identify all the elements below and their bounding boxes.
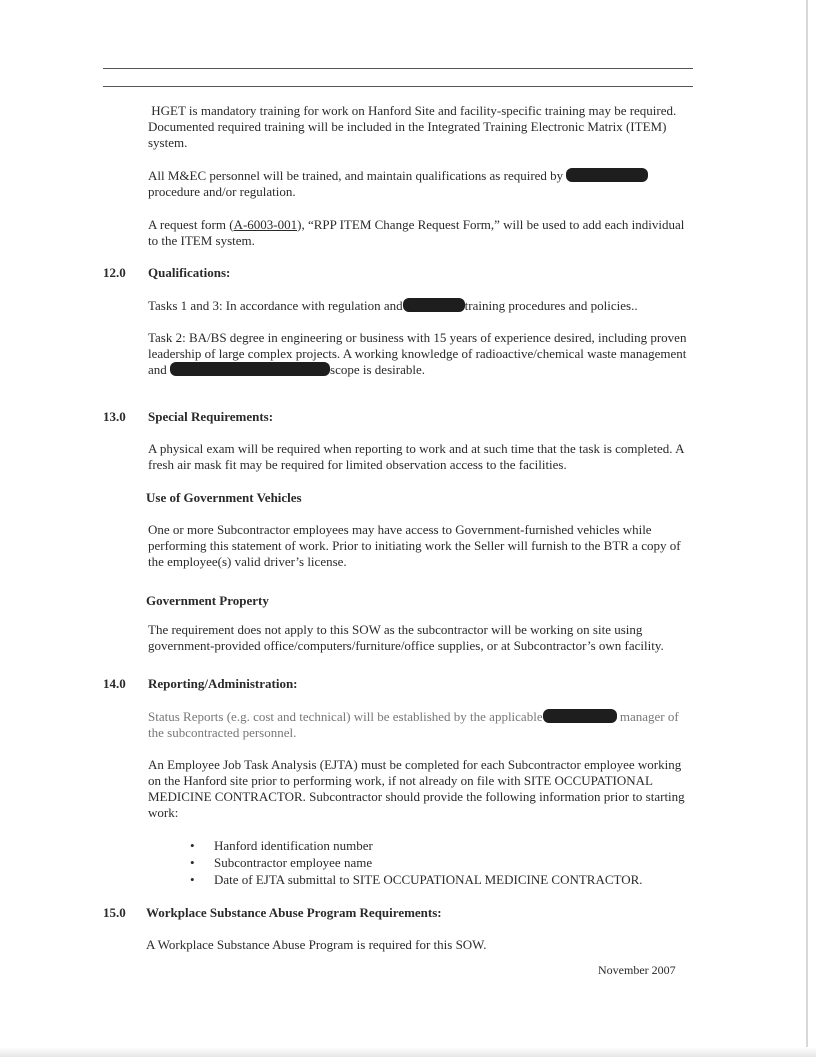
government-vehicles-heading: Use of Government Vehicles xyxy=(146,490,302,505)
section-12-title: Qualifications: xyxy=(148,265,231,280)
page-edge xyxy=(806,0,808,1057)
redaction xyxy=(170,362,330,376)
status-reports-paragraph: Status Reports (e.g. cost and technical) will be established by the applicable manager of the subcontracted personnel. xyxy=(148,709,679,740)
redaction xyxy=(403,298,465,312)
redaction xyxy=(543,709,617,723)
form-link[interactable]: A-6003-001 xyxy=(233,217,298,232)
section-15-title: Workplace Substance Abuse Program Requirements: xyxy=(146,905,442,920)
government-property-heading: Government Property xyxy=(146,593,269,608)
section-13-number: 13.0 xyxy=(103,409,126,424)
request-form-paragraph: A request form (A-6003-001), “RPP ITEM Change Request Form,” will be used to add each individual to the ITEM system. xyxy=(148,217,685,248)
physical-exam-paragraph: A physical exam will be required when reporting to work and at such time that the task is completed. A fresh air mask fit may be required for limited observation access to the facilities. xyxy=(148,441,684,472)
task-2-paragraph: Task 2: BA/BS degree in engineering or business with 15 years of experience desired, including proven leadership of large complex projects. A working knowledge of radioactive/chemical waste management and scope is desirable. xyxy=(148,330,687,377)
header-rule-bottom xyxy=(103,86,693,87)
ejta-paragraph: An Employee Job Task Analysis (EJTA) must be completed for each Subcontractor employee working on the Hanford site prior to performing work, if not already on file with SITE OCCUPATIONAL MEDICINE CONTRACTOR. Subcontractor should provide the following information prior to starting work: xyxy=(148,757,685,820)
scan-shadow xyxy=(0,1047,816,1057)
redaction xyxy=(566,168,648,182)
government-property-paragraph: The requirement does not apply to this SOW as the subcontractor will be working on site using government-provided office/computers/furniture/office supplies, or at Subcontractor’s own facility. xyxy=(148,622,664,653)
section-14-number: 14.0 xyxy=(103,676,126,691)
mec-paragraph: All M&EC personnel will be trained, and maintain qualifications as required by procedure and/or regulation. xyxy=(148,168,688,200)
section-13-title: Special Requirements: xyxy=(148,409,274,424)
section-15-number: 15.0 xyxy=(103,905,126,920)
government-vehicles-paragraph: One or more Subcontractor employees may have access to Government-furnished vehicles while performing this statement of work. Prior to initiating work the Seller will furnish to the BTR a copy of the employee(s) valid driver’s license. xyxy=(148,522,681,569)
section-14-title: Reporting/Administration: xyxy=(148,676,298,691)
header-rule-top xyxy=(103,68,693,69)
footer-date: November 2007 xyxy=(598,963,676,977)
substance-abuse-paragraph: A Workplace Substance Abuse Program is required for this SOW. xyxy=(146,937,487,952)
section-12-number: 12.0 xyxy=(103,265,126,280)
list-item: • Hanford identification number xyxy=(190,838,373,853)
ejta-info-list xyxy=(190,837,643,888)
list-item: • Date of EJTA submittal to SITE OCCUPATIONAL MEDICINE CONTRACTOR. xyxy=(190,872,643,887)
hget-paragraph: HGET is mandatory training for work on Hanford Site and facility-specific training may be required. Documented required training will be included in the Integrated Training Electronic Matrix (ITEM) system. xyxy=(148,103,677,150)
tasks-1-3-paragraph: Tasks 1 and 3: In accordance with regulation and training procedures and policies.. xyxy=(148,298,638,313)
list-item: • Subcontractor employee name xyxy=(190,855,373,870)
